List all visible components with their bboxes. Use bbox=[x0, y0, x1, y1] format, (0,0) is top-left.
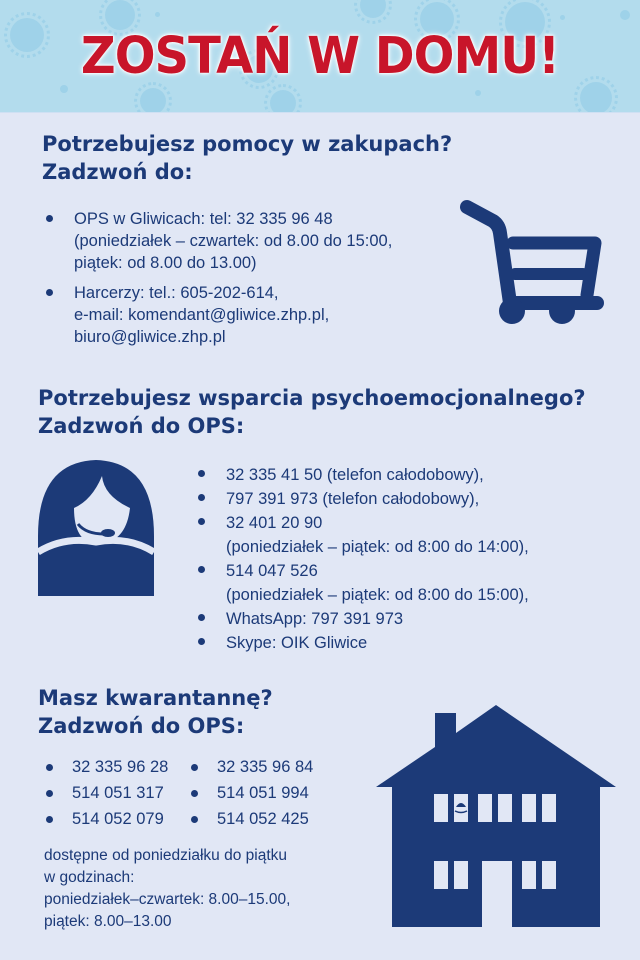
list-item-harcerze bbox=[44, 282, 392, 348]
shopping-heading-line2: Zadzwoń do: bbox=[42, 160, 193, 184]
header-banner bbox=[0, 0, 640, 113]
shopping-contact-list bbox=[44, 208, 392, 356]
list-item-phone-24h-2 bbox=[196, 487, 529, 511]
bullet-icon bbox=[198, 614, 205, 621]
note-line: poniedziałek–czwartek: 8.00–15.00, bbox=[44, 891, 291, 908]
list-item-ops-gliwice bbox=[44, 208, 392, 274]
quarantine-heading-line1: Masz kwarantannę? bbox=[38, 686, 273, 710]
phone-number: 514 051 317 bbox=[72, 784, 164, 802]
contact-line: Skype: OIK Gliwice bbox=[226, 634, 368, 652]
virus-dot bbox=[475, 90, 481, 96]
list-item-whatsapp bbox=[196, 607, 529, 631]
psych-contact-list bbox=[196, 463, 529, 655]
phone-number: 514 051 994 bbox=[217, 784, 309, 802]
contact-line: biuro@gliwice.zhp.pl bbox=[74, 328, 226, 346]
bullet-icon bbox=[46, 215, 53, 222]
contact-line: WhatsApp: 797 391 973 bbox=[226, 610, 404, 628]
contact-line: (poniedziałek – piątek: od 8:00 do 14:00), bbox=[226, 538, 529, 556]
virus-dot bbox=[620, 10, 630, 20]
psych-heading-line1: Potrzebujesz wsparcia psychoemocjonalnego? bbox=[38, 386, 586, 410]
contact-line: (poniedziałek – czwartek: od 8.00 do 15:00, bbox=[74, 232, 393, 250]
contact-line: OPS w Gliwicach: tel: 32 335 96 48 bbox=[74, 210, 333, 228]
phone-item bbox=[189, 808, 339, 830]
virus-dot bbox=[60, 85, 68, 93]
list-item-phone-4 bbox=[196, 559, 529, 607]
psych-heading bbox=[38, 384, 586, 440]
bullet-icon bbox=[46, 764, 53, 771]
list-item-skype bbox=[196, 631, 529, 655]
quarantine-heading bbox=[38, 684, 273, 740]
virus-dot bbox=[155, 12, 160, 17]
list-item-phone-24h-1 bbox=[196, 463, 529, 487]
bullet-icon bbox=[191, 790, 198, 797]
phone-item bbox=[189, 782, 339, 804]
bullet-icon bbox=[198, 638, 205, 645]
virus-decoration bbox=[270, 90, 296, 113]
contact-line: 32 335 41 50 (telefon całodobowy), bbox=[226, 466, 484, 484]
quarantine-phone-grid bbox=[44, 756, 339, 830]
quarantine-heading-line2: Zadzwoń do OPS: bbox=[38, 714, 245, 738]
bullet-icon bbox=[46, 289, 53, 296]
phone-item bbox=[44, 756, 189, 778]
virus-dot bbox=[560, 15, 565, 20]
note-line: w godzinach: bbox=[44, 869, 135, 886]
phone-item bbox=[44, 782, 189, 804]
contact-line: 32 401 20 90 bbox=[226, 514, 323, 532]
bullet-icon bbox=[191, 816, 198, 823]
contact-line: (poniedziałek – piątek: od 8:00 do 15:00), bbox=[226, 586, 529, 604]
phone-item bbox=[44, 808, 189, 830]
phone-number: 514 052 425 bbox=[217, 810, 309, 828]
psych-heading-line2: Zadzwoń do OPS: bbox=[38, 414, 245, 438]
bullet-icon bbox=[46, 816, 53, 823]
bullet-icon bbox=[198, 470, 205, 477]
contact-line: 514 047 526 bbox=[226, 562, 318, 580]
virus-decoration bbox=[140, 88, 166, 113]
contact-line: e-mail: komendant@gliwice.zhp.pl, bbox=[74, 306, 330, 324]
bullet-icon bbox=[198, 566, 205, 573]
phone-item bbox=[189, 756, 339, 778]
shopping-heading bbox=[42, 130, 452, 186]
phone-number: 32 335 96 28 bbox=[72, 758, 169, 776]
list-item-phone-3 bbox=[196, 511, 529, 559]
bullet-icon bbox=[46, 790, 53, 797]
note-line: dostępne od poniedziałku do piątku bbox=[44, 847, 288, 864]
availability-note bbox=[44, 845, 290, 933]
virus-decoration bbox=[360, 0, 386, 18]
contact-line: Harcerzy: tel.: 605-202-614, bbox=[74, 284, 279, 302]
bullet-icon bbox=[191, 764, 198, 771]
note-line: piątek: 8.00–13.00 bbox=[44, 913, 172, 930]
page-title: ZOSTAŃ W DOMU! bbox=[80, 26, 560, 86]
bullet-icon bbox=[198, 518, 205, 525]
headset-operator-icon bbox=[34, 456, 158, 600]
phone-number: 514 052 079 bbox=[72, 810, 164, 828]
shopping-heading-line1: Potrzebujesz pomocy w zakupach? bbox=[42, 132, 453, 156]
house-icon bbox=[374, 693, 618, 928]
virus-decoration bbox=[105, 0, 135, 30]
virus-decoration bbox=[580, 82, 612, 113]
phone-number: 32 335 96 84 bbox=[217, 758, 314, 776]
shopping-cart-icon bbox=[455, 195, 605, 330]
bullet-icon bbox=[198, 494, 205, 501]
contact-line: 797 391 973 (telefon całodobowy), bbox=[226, 490, 480, 508]
contact-line: piątek: od 8.00 do 13.00) bbox=[74, 254, 257, 272]
